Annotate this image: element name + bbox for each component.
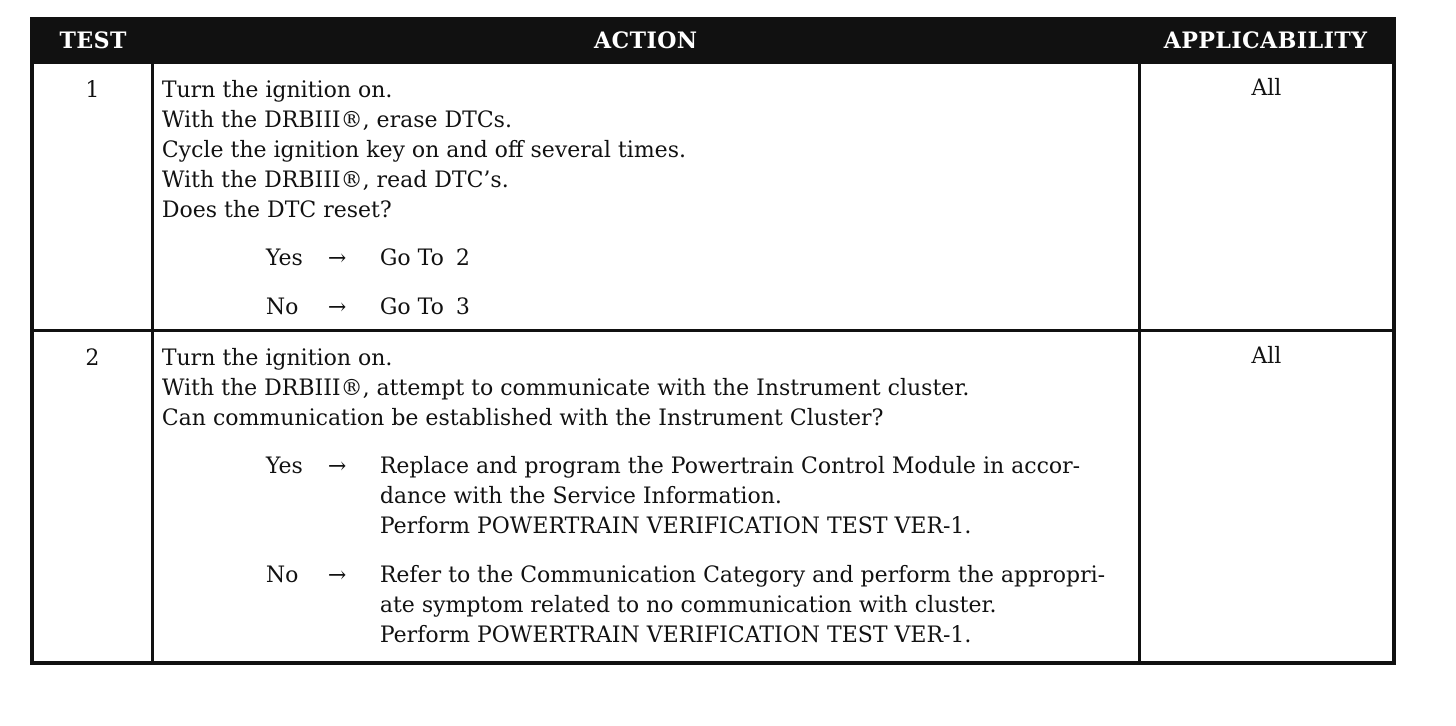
header-applicability: APPLICABILITY <box>1139 19 1394 63</box>
applicability-value: All <box>1139 331 1394 663</box>
table-row <box>32 331 1394 663</box>
goto-label: Go To <box>379 246 444 271</box>
step-line: Cycle the ignition key on and off several times. <box>161 138 686 163</box>
outcome-result <box>380 452 1130 542</box>
header-test: TEST <box>32 19 152 63</box>
goto-label: Go To <box>379 295 444 320</box>
result-line: dance with the Service Information. <box>379 484 782 509</box>
outcome-no <box>162 561 1130 651</box>
action-cell <box>152 63 1139 331</box>
applicability-value: All <box>1139 63 1394 331</box>
goto-target: 3 <box>455 295 470 320</box>
outcomes <box>162 452 1130 651</box>
header-action: ACTION <box>152 19 1139 63</box>
table-row <box>32 63 1394 331</box>
outcome-no <box>162 293 1130 323</box>
step-line: With the DRBIII®, attempt to communicate with the Instrument cluster. <box>161 376 970 401</box>
outcome-result <box>380 561 1130 651</box>
step-line: Turn the ignition on. <box>161 346 393 371</box>
step-line: Does the DTC reset? <box>161 198 392 223</box>
test-number: 2 <box>32 331 152 663</box>
result-line: Replace and program the Powertrain Control Module in accor- <box>379 454 1081 479</box>
result-line: Perform POWERTRAIN VERIFICATION TEST VER-1. <box>379 514 972 539</box>
result-line: ate symptom related to no communication with cluster. <box>379 593 997 618</box>
table-header-row <box>32 19 1394 63</box>
diagnostic-table-container <box>30 17 1396 665</box>
right-arrow-icon: → <box>327 563 347 588</box>
answer-label: No <box>265 295 299 320</box>
goto-result <box>380 244 1130 274</box>
step-line: Can communication be established with the Instrument Cluster? <box>161 406 884 431</box>
answer-label: Yes <box>265 246 303 271</box>
right-arrow-icon: → <box>327 246 347 271</box>
right-arrow-icon: → <box>327 454 347 479</box>
outcomes <box>162 244 1130 323</box>
step-line: With the DRBIII®, read DTC’s. <box>161 168 509 193</box>
right-arrow-icon: → <box>327 295 347 320</box>
action-cell <box>152 331 1139 663</box>
goto-result <box>380 293 1130 323</box>
result-line: Refer to the Communication Category and perform the appropri- <box>379 563 1106 588</box>
step-line: Turn the ignition on. <box>161 78 393 103</box>
test-number: 1 <box>32 63 152 331</box>
step-line: With the DRBIII®, erase DTCs. <box>161 108 512 133</box>
goto-target: 2 <box>455 246 470 271</box>
result-line: Perform POWERTRAIN VERIFICATION TEST VER-1. <box>379 623 972 648</box>
outcome-yes <box>162 244 1130 274</box>
diagnostic-test-table <box>30 17 1396 665</box>
outcome-yes <box>162 452 1130 542</box>
answer-label: No <box>265 563 299 588</box>
answer-label: Yes <box>265 454 303 479</box>
